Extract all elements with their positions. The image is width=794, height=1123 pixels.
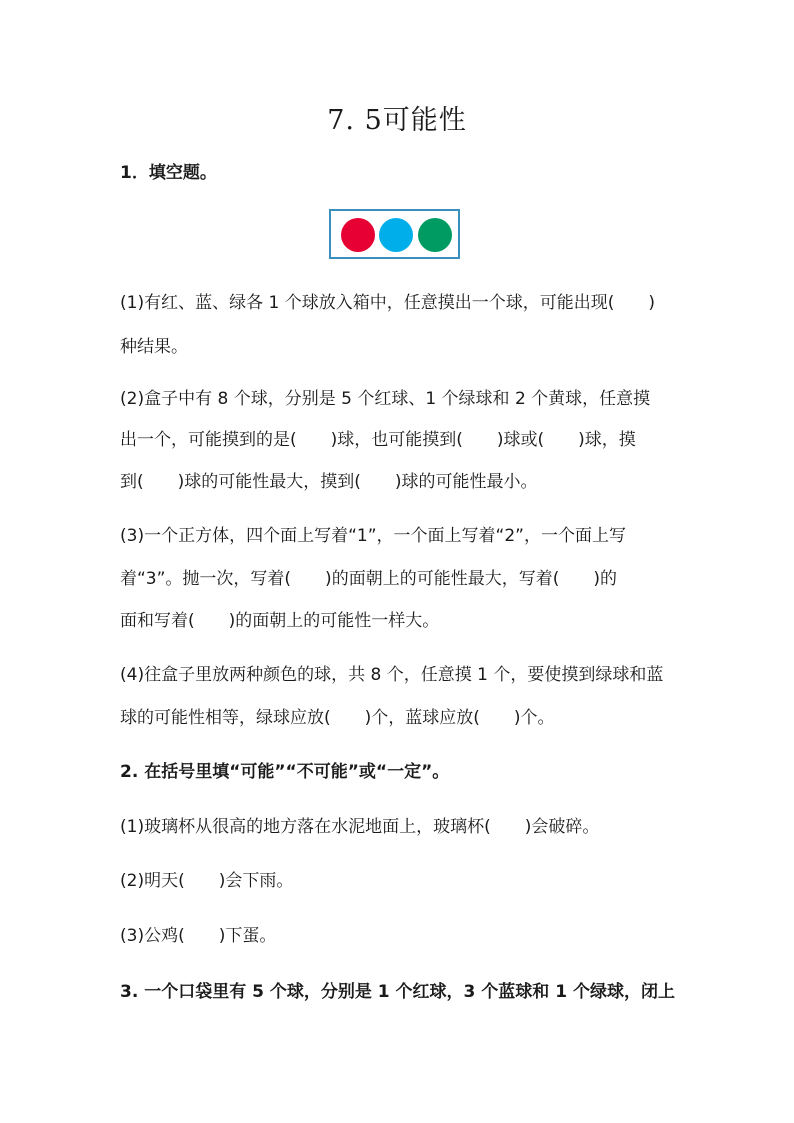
- s1-q3-line3: 面和写着( )的面朝上的可能性一样大。: [120, 611, 440, 631]
- s1-q2-line3: 到( )球的可能性最大，摸到( )球的可能性最小。: [120, 472, 538, 492]
- s1-q2-line1: (2)盒子中有 8 个球，分别是 5 个红球、1 个绿球和 2 个黄球，任意摸: [120, 389, 651, 409]
- ball-illustration: [329, 209, 460, 259]
- section3-heading: 3. 一个口袋里有 5 个球，分别是 1 个红球，3 个蓝球和 1 个绿球，闭上: [120, 982, 675, 1002]
- s1-q4-line2: 球的可能性相等，绿球应放( )个，蓝球应放( )个。: [120, 708, 555, 728]
- s1-q1-line1: (1)有红、蓝、绿各 1 个球放入箱中，任意摸出一个球，可能出现( ): [120, 293, 655, 313]
- s2-q2: (2)明天( )会下雨。: [120, 871, 294, 891]
- s2-q1: (1)玻璃杯从很高的地方落在水泥地面上，玻璃杯( )会破碎。: [120, 817, 600, 837]
- s1-q3-line2: 着“3”。抛一次，写着( )的面朝上的可能性最大，写着( )的: [120, 569, 617, 589]
- green-ball: [418, 218, 452, 252]
- s1-q1-line2: 种结果。: [120, 337, 188, 357]
- s1-q2-line2: 出一个，可能摸到的是( )球，也可能摸到( )球或( )球，摸: [120, 430, 636, 450]
- s2-q3: (3)公鸡( )下蛋。: [120, 926, 277, 946]
- section1-heading: 1．填空题。: [120, 163, 217, 183]
- section2-heading: 2. 在括号里填“可能”“不可能”或“一定”。: [120, 762, 450, 782]
- page-title: 7. 5可能性: [327, 105, 467, 136]
- red-ball: [341, 218, 375, 252]
- s1-q3-line1: (3)一个正方体，四个面上写着“1”，一个面上写着“2”，一个面上写: [120, 526, 626, 546]
- s1-q4-line1: (4)往盒子里放两种颜色的球，共 8 个，任意摸 1 个，要使摸到绿球和蓝: [120, 665, 664, 685]
- blue-ball: [379, 218, 413, 252]
